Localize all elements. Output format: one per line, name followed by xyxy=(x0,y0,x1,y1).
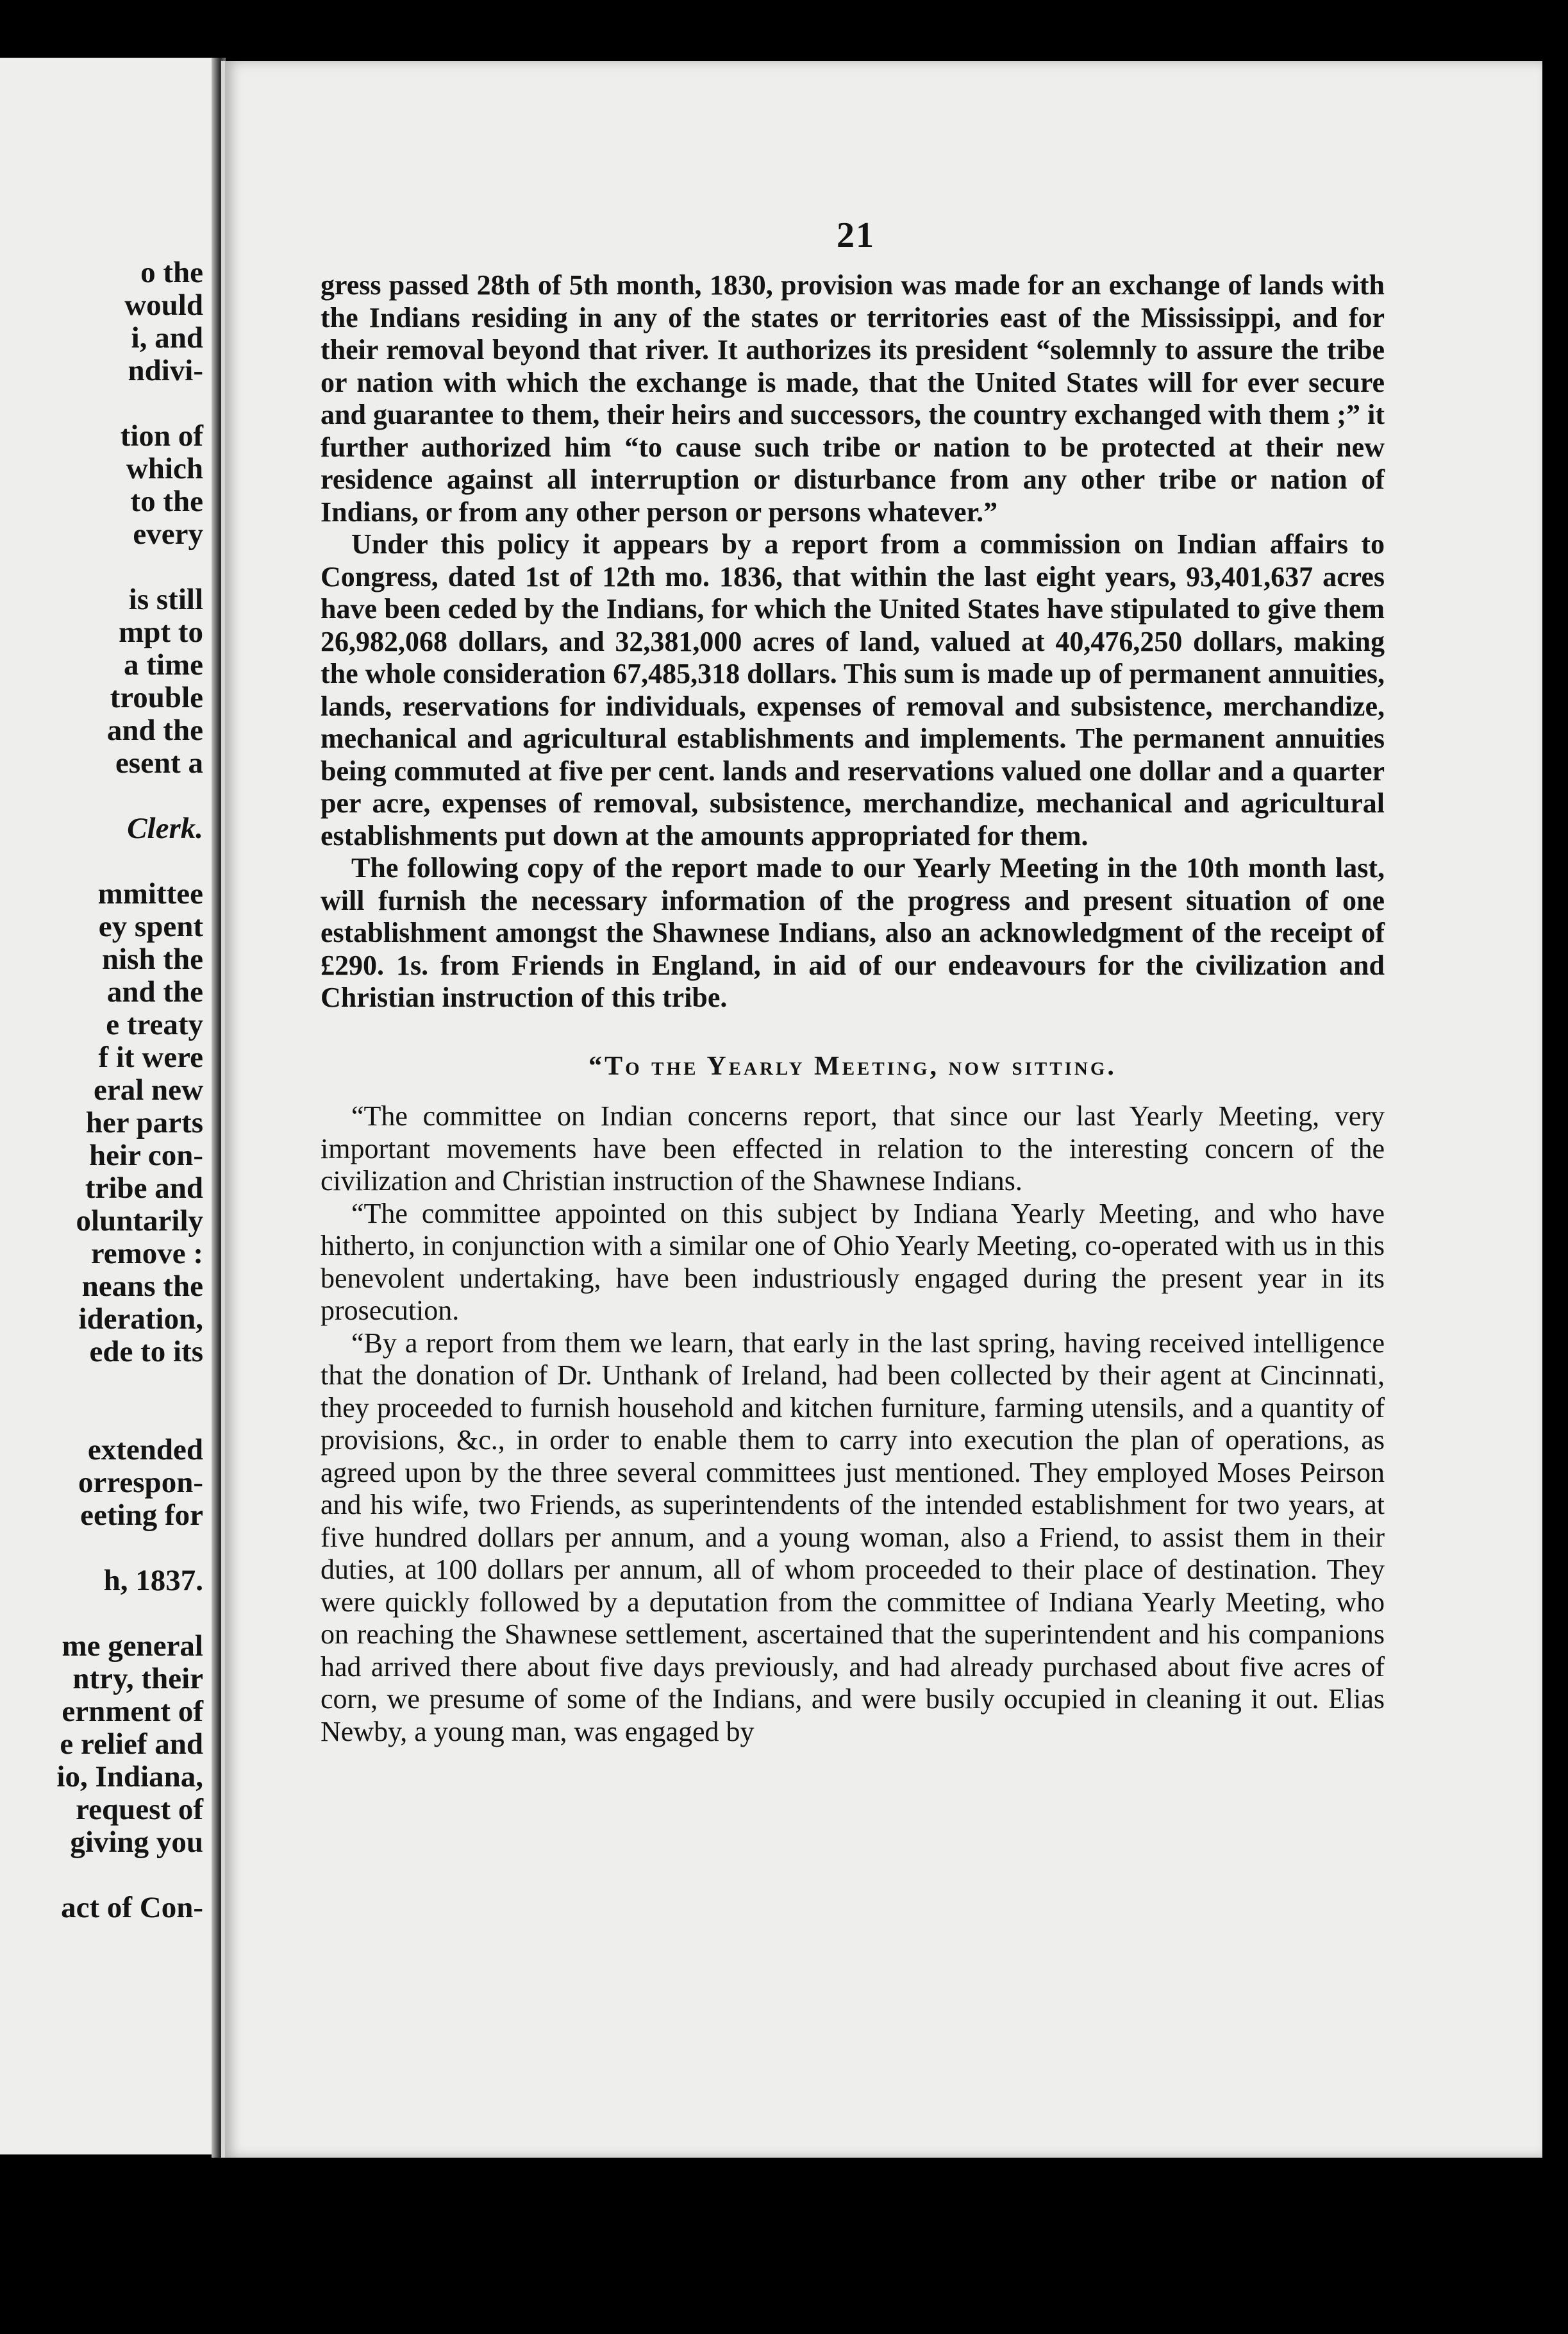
left-line: e treaty xyxy=(106,1008,203,1041)
left-line-gap xyxy=(0,1368,203,1401)
left-page xyxy=(0,58,221,2154)
left-line: to the xyxy=(130,485,203,518)
left-line-gap xyxy=(0,780,203,812)
left-line: a time xyxy=(124,648,203,682)
left-line: her parts xyxy=(85,1106,203,1139)
left-line: ndivi- xyxy=(128,354,203,387)
left-line-clerk: Clerk. xyxy=(127,812,203,845)
left-line: orrespon- xyxy=(78,1466,203,1499)
left-page-text xyxy=(0,256,203,1924)
left-line: and the xyxy=(106,975,203,1009)
page-number: 21 xyxy=(837,215,875,255)
left-line: every xyxy=(133,517,203,551)
left-line-gap xyxy=(0,1401,203,1434)
report-heading: “To the Yearly Meeting, now sitting. xyxy=(588,1051,1117,1081)
left-line: ntry, their xyxy=(72,1662,203,1695)
left-line: i, and xyxy=(131,321,203,355)
paragraph-indian-affairs-report: Under this policy it appears by a report from a commission on Indian affairs to Congress, dated 1st of 12th mo. 1836, that within the last eight years, 93,401,637 acres have been ceded by the Indians, for which the United States have stipulated to give them 26,982,068 dollars, and 32,381,000 acres of land, valued at 40,476,250 dollars, making the whole consideration 67,485,318 dollars. This sum is made up of permanent annuities, lands, reservations for individuals, expenses of removal and subsistence, merchandize, mechanical and agricultural establishments and implements. The permanent annuities being commuted at five per cent. lands and reservations valued one dollar and a quarter per acre, expenses of removal, subsistence, merchandize, mechanical and agricultural establishments put down at the amounts appropriated for them. xyxy=(321,528,1385,852)
left-line-gap xyxy=(0,1532,203,1565)
left-line: eeting for xyxy=(80,1499,203,1532)
left-line: mpt to xyxy=(119,616,203,649)
right-page-text xyxy=(321,269,1385,1748)
report-paragraph-spring: “By a report from them we learn, that early in the last spring, having received intelligence that the donation of Dr. Unthank of Ireland, had been collected by their agent at Cincinnati, they proceeded to furnish household and kitchen furniture, farming utensils, and a quantity of provisions, &c., in order to enable them to carry into execution the plan of operations, as agreed upon by the three several committees just mentioned. They employed Moses Peirson and his wife, two Friends, as superintendents of the intended establishment for two years, at five hundred dollars per annum, and a young woman, also a Friend, to assist them in their duties, at 100 dollars per annum, all of whom proceeded to their place of destination. They were quickly followed by a deputation from the committee of Indiana Yearly Meeting, who on reaching the Shawnese settlement, ascertained that the superintendent and his companions had arrived there about five days previously, and had already purchased about five acres of corn, we presume of some of the Indians, and were busily occupied in cleaning it out. Elias Newby, a young man, was engaged by xyxy=(321,1327,1385,1747)
left-line: extended xyxy=(87,1433,203,1466)
left-line: ernment of xyxy=(62,1695,203,1728)
left-line: would xyxy=(124,289,203,322)
left-line: me general xyxy=(62,1629,203,1663)
left-line: request of xyxy=(76,1793,203,1826)
paragraph-yearly-meeting-copy: The following copy of the report made to our Yearly Meeting in the 10th month last, will furnish the necessary information of the progress and present situation of one establishment amongst the Shawnese Indians, also an acknowledgment of the receipt of £290. 1s. from Friends in England, in aid of our endeavours for the civilization and Christian instruction of this tribe. xyxy=(321,852,1385,1013)
left-line: o the xyxy=(140,256,203,289)
report-body xyxy=(321,1100,1385,1748)
left-line: heir con- xyxy=(89,1139,203,1172)
left-line: trouble xyxy=(110,681,203,714)
report-paragraph-indiana: “The committee appointed on this subject by Indiana Yearly Meeting, and who have hitherto, in conjunction with a similar one of Ohio Yearly Meeting, co-operated with us in this benevolent undertaking, have been industriously engaged during the present year in its prosecution. xyxy=(321,1197,1385,1326)
paragraph-congress-act: gress passed 28th of 5th month, 1830, provision was made for an exchange of lands with the Indians residing in any of the states or territories east of the Mississippi, and for their removal beyond that river. It authorizes its president “solemnly to assure the tribe or nation with which the exchange is made, that the United States will for ever secure and guarantee to them, their heirs and successors, the country exchanged with them ;” it further authorized him “to cause such tribe or nation to be protected at their new residence against all interruption or disturbance from any other tribe or nation of Indians, or from any other person or persons whatever.” xyxy=(321,269,1385,528)
left-line: f it were xyxy=(98,1041,203,1074)
left-line-gap xyxy=(0,387,203,420)
left-line-gap xyxy=(0,551,203,584)
left-line: neans the xyxy=(81,1270,203,1303)
left-line: act of Con- xyxy=(61,1891,203,1924)
left-line: which xyxy=(126,452,203,485)
left-line: is still xyxy=(128,583,203,616)
report-paragraph-committee: “The committee on Indian concerns report, that since our last Yearly Meeting, very important movements have been effected in relation to the interesting concern of the civilization and Christian instruction of the Shawnese Indians. xyxy=(321,1100,1385,1196)
left-line: and the xyxy=(106,714,203,747)
left-line: giving you xyxy=(70,1826,203,1859)
left-line: e relief and xyxy=(60,1727,203,1761)
left-line: io, Indiana, xyxy=(56,1760,203,1793)
left-line-date: h, 1837. xyxy=(103,1564,203,1597)
left-line: tion of xyxy=(120,419,203,453)
left-line: remove : xyxy=(90,1237,203,1270)
left-line: nish the xyxy=(101,943,203,976)
left-line-gap xyxy=(0,1859,203,1892)
left-line-gap xyxy=(0,1597,203,1630)
left-line: mmittee xyxy=(97,877,203,911)
left-line: ideration, xyxy=(78,1302,203,1336)
left-line: esent a xyxy=(115,746,203,780)
left-line: tribe and xyxy=(85,1171,203,1205)
left-line: eral new xyxy=(94,1073,203,1107)
left-line: ey spent xyxy=(98,910,203,943)
left-line: oluntarily xyxy=(76,1204,203,1238)
left-line-gap xyxy=(0,845,203,878)
left-line: ede to its xyxy=(89,1335,203,1368)
